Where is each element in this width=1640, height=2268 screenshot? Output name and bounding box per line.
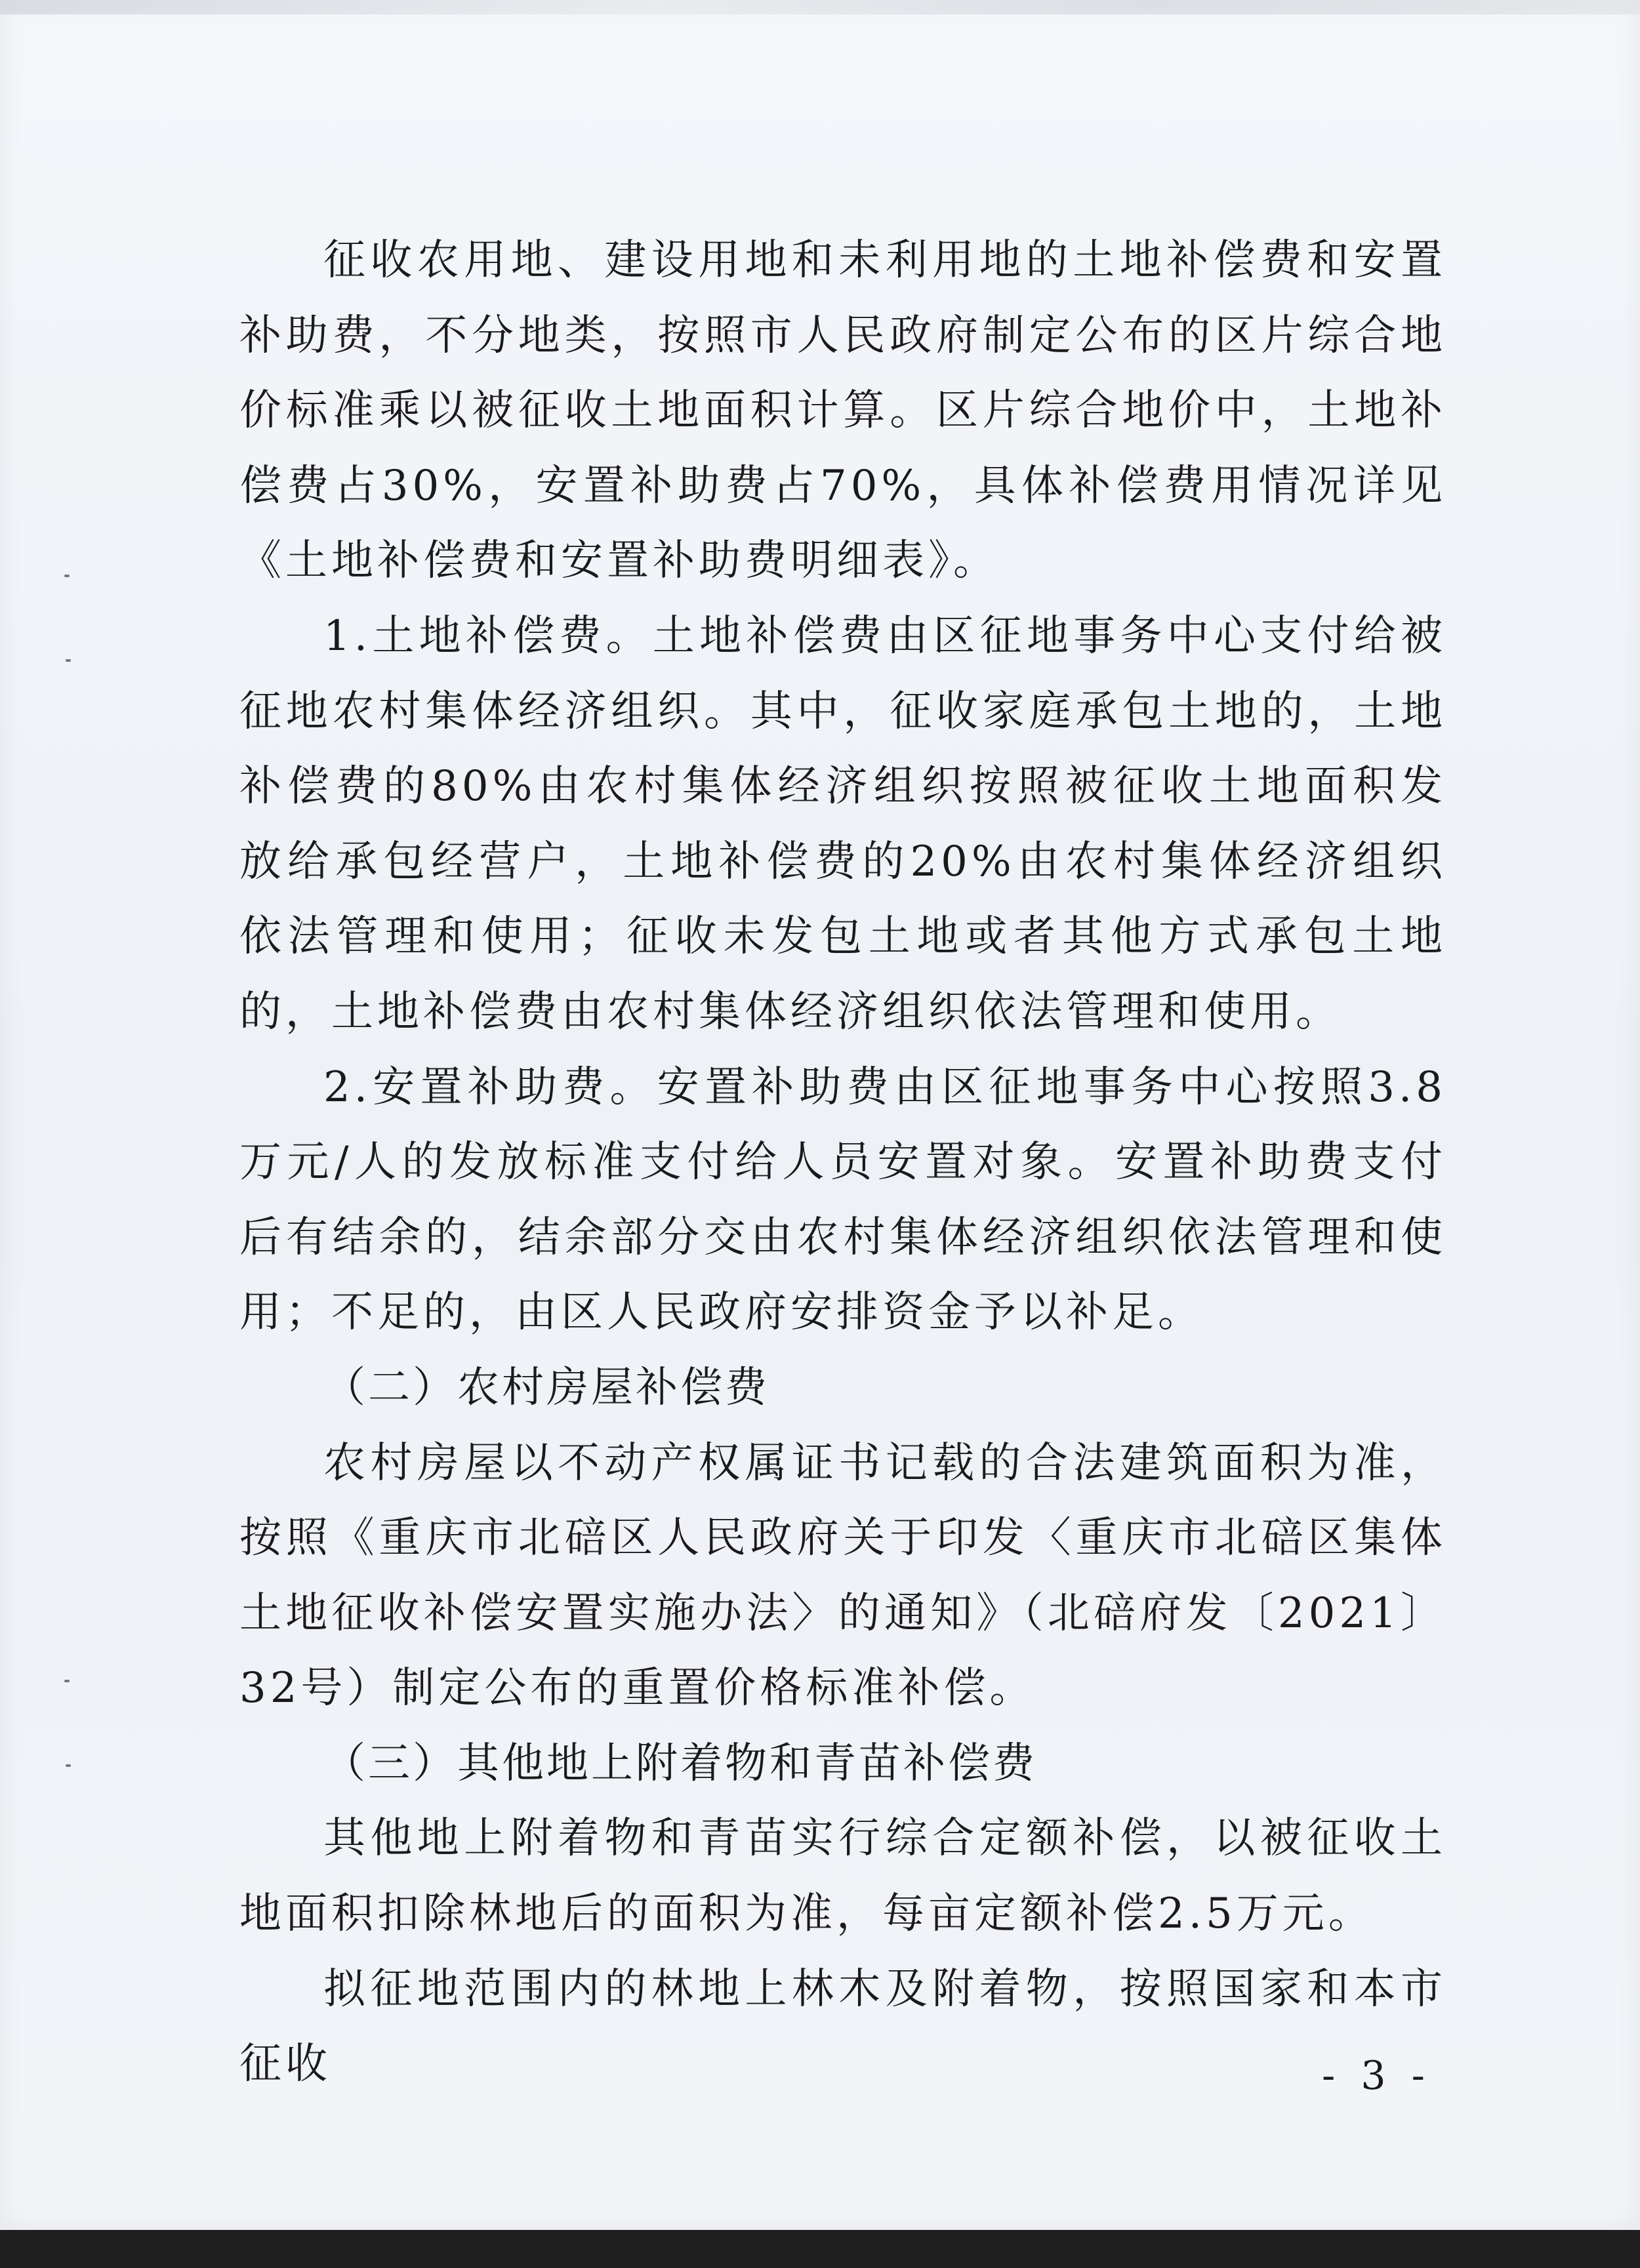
binding-mark	[64, 1680, 70, 1682]
paragraph-attachments-crops	[239, 1801, 1446, 1951]
paragraph-resettlement-subsidy	[239, 1050, 1446, 1350]
page-number: - 3 -	[1322, 2053, 1431, 2099]
heading-text: （三）其他地上附着物和青苗补偿费	[323, 1739, 1037, 1788]
paragraph-text: 土地补偿费由区征地事务中心支付给被征地农村集体经济组织。其中，征收家庭承包土地的，土地补偿费的80%由农村集体经济组织按照被征收土地面积发放给承包经营户，土地补偿费的20%由农村集体经济组织依法管理和使用；征收未发包土地或者其他方式承包土地的，土地补偿费由农村集体经济组织依法管理和使用。	[239, 611, 1447, 1036]
paragraph-compensation-overview	[239, 223, 1446, 599]
paragraph-text: 拟征地范围内的林地上林木及附着物，按照国家和本市征收	[239, 1964, 1446, 2089]
section-heading-rural-housing	[239, 1350, 1446, 1426]
paragraph-text: 安置补助费由区征地事务中心按照3.8万元/人的发放标准支付给人员安置对象。安置补助费支付后有结余的，结余部分交由农村集体经济组织依法管理和使用；不足的，由区人民政府安排资金予以补足。	[239, 1063, 1446, 1337]
paragraph-text: 农村房屋以不动产权属证书记载的合法建筑面积为准，按照《重庆市北碚区人民政府关于印发〈重庆市北碚区集体土地征收补偿安置实施办法〉的通知》（北碚府发〔2021〕32号）制定公布的重置价格标准补偿。	[239, 1438, 1446, 1713]
binding-mark	[64, 575, 70, 577]
scan-top-edge	[0, 0, 1640, 14]
scan-bottom-edge	[0, 2230, 1640, 2268]
binding-mark	[66, 1764, 71, 1767]
document-body	[239, 223, 1446, 2102]
paragraph-text: 其他地上附着物和青苗实行综合定额补偿，以被征收土地面积扣除林地后的面积为准，每亩定额补偿2.5万元。	[239, 1814, 1446, 1939]
paragraph-text: 征收农用地、建设用地和未利用地的土地补偿费和安置补助费，不分地类，按照市人民政府制定公布的区片综合地价标准乘以被征收土地面积计算。区片综合地价中，土地补偿费占30%，安置补助费占70%，具体补偿费用情况详见《土地补偿费和安置补助费明细表》。	[239, 236, 1446, 586]
paragraph-rural-housing	[239, 1426, 1446, 1726]
paragraph-forest-land	[239, 1952, 1446, 2102]
paragraph-lead: 1.土地补偿费。	[323, 611, 653, 660]
section-heading-attachments-crops	[239, 1726, 1446, 1802]
heading-text: （二）农村房屋补偿费	[323, 1363, 769, 1412]
paragraph-lead: 2.安置补助费。	[323, 1063, 657, 1112]
paragraph-land-compensation	[239, 599, 1446, 1050]
binding-mark	[66, 659, 71, 662]
